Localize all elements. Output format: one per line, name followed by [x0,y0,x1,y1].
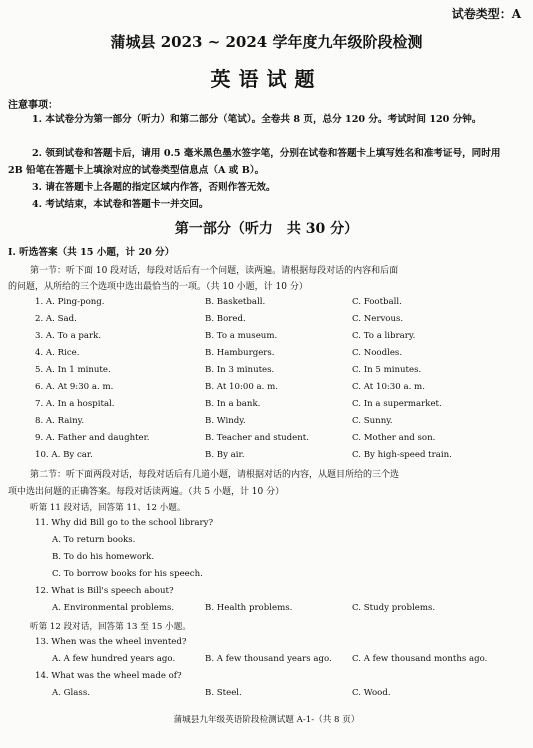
option-a: 5. A. In 1 minute. [35,365,111,375]
option-c: C. To a library. [352,331,416,341]
page-footer: 蒲城县九年级英语阶段检测试题 A-1-（共 8 页） [173,715,360,725]
option-a: 3. A. To a park. [35,331,102,341]
option-c: C. Wood. [352,688,391,698]
option-c: C. Noodles. [352,348,403,358]
section2-instruction: 项中选出问题的正确答案。每段对话读两遍。（共 5 小题，计 10 分） [8,487,285,497]
option-a: 10. A. By car. [35,450,93,460]
option-b: B. Basketball. [205,297,266,307]
part-title: 第一部分（听力 共 30 分） [174,221,359,237]
question-stem: 14. What was the wheel made of? [35,671,182,681]
paper-type-label: 试卷类型：A [451,7,521,21]
option-c: C. In a supermarket. [352,399,442,409]
option-c: C. By high-speed train. [352,450,452,460]
option-b: B. In 3 minutes. [205,365,275,375]
option-b: B. To a museum. [205,331,278,341]
option-a: A. Glass. [52,688,90,698]
exam-title: 蒲城县 2023 ~ 2024 学年度九年级阶段检测 [110,33,423,51]
option-a: A. A few hundred years ago. [52,654,176,664]
option-b: B. Health problems. [205,603,293,613]
option-a: 1. A. Ping-pong. [35,297,105,307]
option-a: 6. A. At 9:30 a. m. [35,382,114,392]
option-a: A. Environmental problems. [52,603,175,613]
option-c: C. Football. [352,297,402,307]
option-b: B. In a bank. [205,399,261,409]
section-heading: Ⅰ. 听选答案（共 15 小题，计 20 分） [8,247,175,258]
option-a: A. To return books. [52,535,136,545]
subject-title: 英语试题 [210,67,323,91]
option-c: C. Study problems. [352,603,436,613]
option-b: B. At 10:00 a. m. [205,382,278,392]
option-c: C. A few thousand months ago. [352,654,488,664]
option-c: C. Nervous. [352,314,404,324]
option-b: B. To do his homework. [52,552,155,562]
note-item: 4. 考试结束，本试卷和答题卡一并交回。 [32,199,209,210]
section1-instruction: 第一节：听下面 10 段对话，每段对话后有一个问题，读两遍。请根据每段对话的内容和后面 [30,266,399,276]
option-b: B. Steel. [205,688,242,698]
section1-instruction: 的问题，从所给的三个选项中选出最恰当的一项。（共 10 小题，计 10 分） [8,282,308,292]
note-item: 1. 本试卷分为第一部分（听力）和第二部分（笔试）。全卷共 8 页，总分 120 分。考试时间 120 分钟。 [32,114,482,125]
option-a: 7. A. In a hospital. [35,399,115,409]
option-c: C. Sunny. [352,416,393,426]
option-b: B. Windy. [205,416,246,426]
note-item: 3. 请在答题卡上各题的指定区域内作答，否则作答无效。 [32,182,276,193]
dialog-heading: 听第 12 段对话，回答第 13 至 15 小题。 [30,622,191,632]
option-a: 2. A. Sad. [35,314,77,324]
question-stem: 12. What is Bill's speech about? [35,586,174,596]
option-b: B. By air. [205,450,245,460]
option-a: 9. A. Father and daughter. [35,433,150,443]
section2-instruction: 第二节：听下面两段对话，每段对话后有几道小题，请根据对话的内容，从题目所给的三个选 [30,470,400,480]
note-item: 2. 领到试卷和答题卡后，请用 0.5 毫米黑色墨水签字笔，分别在试卷和答题卡上填写姓名和准考证号，同时用 2B 铅笔在答题卡上填涂对应的试卷类型信息点（A 或 B）。 [8,148,501,176]
option-c: C. Mother and son. [352,433,436,443]
option-a: 8. A. Rainy. [35,416,85,426]
option-b: B. Teacher and student. [205,433,309,443]
question-stem: 11. Why did Bill go to the school library? [35,518,214,528]
option-c: C. In 5 minutes. [352,365,422,375]
option-c: C. At 10:30 a. m. [352,382,425,392]
option-c: C. To borrow books for his speech. [52,569,203,579]
question-stem: 13. When was the wheel invented? [35,637,187,647]
option-b: B. Bored. [205,314,246,324]
notes-heading: 注意事项： [8,100,58,111]
option-b: B. A few thousand years ago. [205,654,332,664]
option-a: 4. A. Rice. [35,348,80,358]
dialog-heading: 听第 11 段对话，回答第 11、12 小题。 [30,503,186,513]
option-b: B. Hamburgers. [205,348,275,358]
